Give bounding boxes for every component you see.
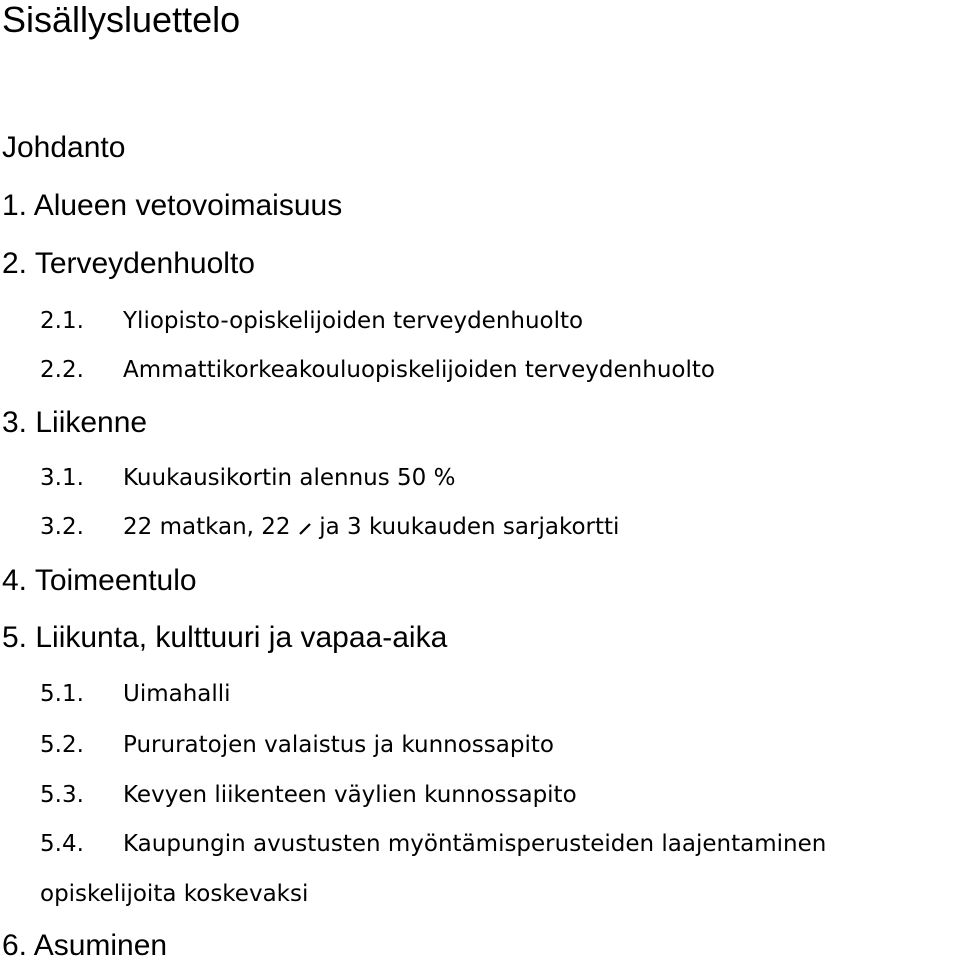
toc-entry-5-4 (40, 829, 826, 859)
toc-entry-3: 3. Liikenne (2, 406, 148, 439)
toc-entry-label: Kuukausikortin alennus 50 % (123, 465, 456, 491)
toc-entry-number: 5.4. (40, 831, 84, 857)
toc-entry-2-1 (40, 306, 583, 336)
toc-entry-2: 2. Terveydenhuolto (2, 247, 255, 280)
toc-entry-number: 5.1. (40, 681, 84, 707)
toc-entry-6: 6. Asuminen (2, 929, 168, 962)
toc-entry-5-3 (40, 780, 577, 810)
toc-entry-johdanto: Johdanto (2, 131, 126, 164)
toc-entry-5-1 (40, 679, 231, 709)
toc-entry-number: 3.1. (40, 465, 84, 491)
toc-entry-label-continued: ja 3 kuukauden sarjakortti (319, 514, 620, 540)
toc-entry-number: 5.3. (40, 782, 84, 808)
page-title: Sisällysluettelo (2, 0, 241, 40)
toc-entry-5-2 (40, 730, 554, 760)
toc-entry-3-1 (40, 463, 455, 493)
toc-entry-number: 5.2. (40, 732, 84, 758)
toc-entry-number: 2.2. (40, 357, 84, 383)
toc-entry-label: 22 matkan, 22 (123, 514, 291, 540)
toc-entry-number: 2.1. (40, 308, 84, 334)
toc-entry-label: Ammattikorkeakouluopiskelijoiden terveydenhuolto (123, 357, 715, 383)
toc-entry-label: Kaupungin avustusten myöntämisperusteiden laajentaminen (123, 831, 827, 857)
toc-entry-number: 3.2. (40, 514, 84, 540)
toc-entry-label: Uimahalli (123, 681, 231, 707)
euro-symbol (298, 512, 312, 542)
toc-entry-4: 4. Toimeentulo (2, 564, 197, 597)
toc-entry-5-4-continuation: opiskelijoita koskevaksi (40, 881, 309, 907)
toc-entry-label: Kevyen liikenteen väylien kunnossapito (123, 782, 577, 808)
toc-entry-label: Pururatojen valaistus ja kunnossapito (123, 732, 554, 758)
toc-entry-label: Yliopisto-opiskelijoiden terveydenhuolto (123, 308, 584, 334)
toc-entry-1: 1. Alueen vetovoimaisuus (2, 189, 343, 222)
toc-entry-5: 5. Liikunta, kulttuuri ja vapaa-aika (2, 621, 448, 654)
toc-entry-3-2 (40, 512, 619, 542)
toc-entry-2-2 (40, 355, 715, 385)
